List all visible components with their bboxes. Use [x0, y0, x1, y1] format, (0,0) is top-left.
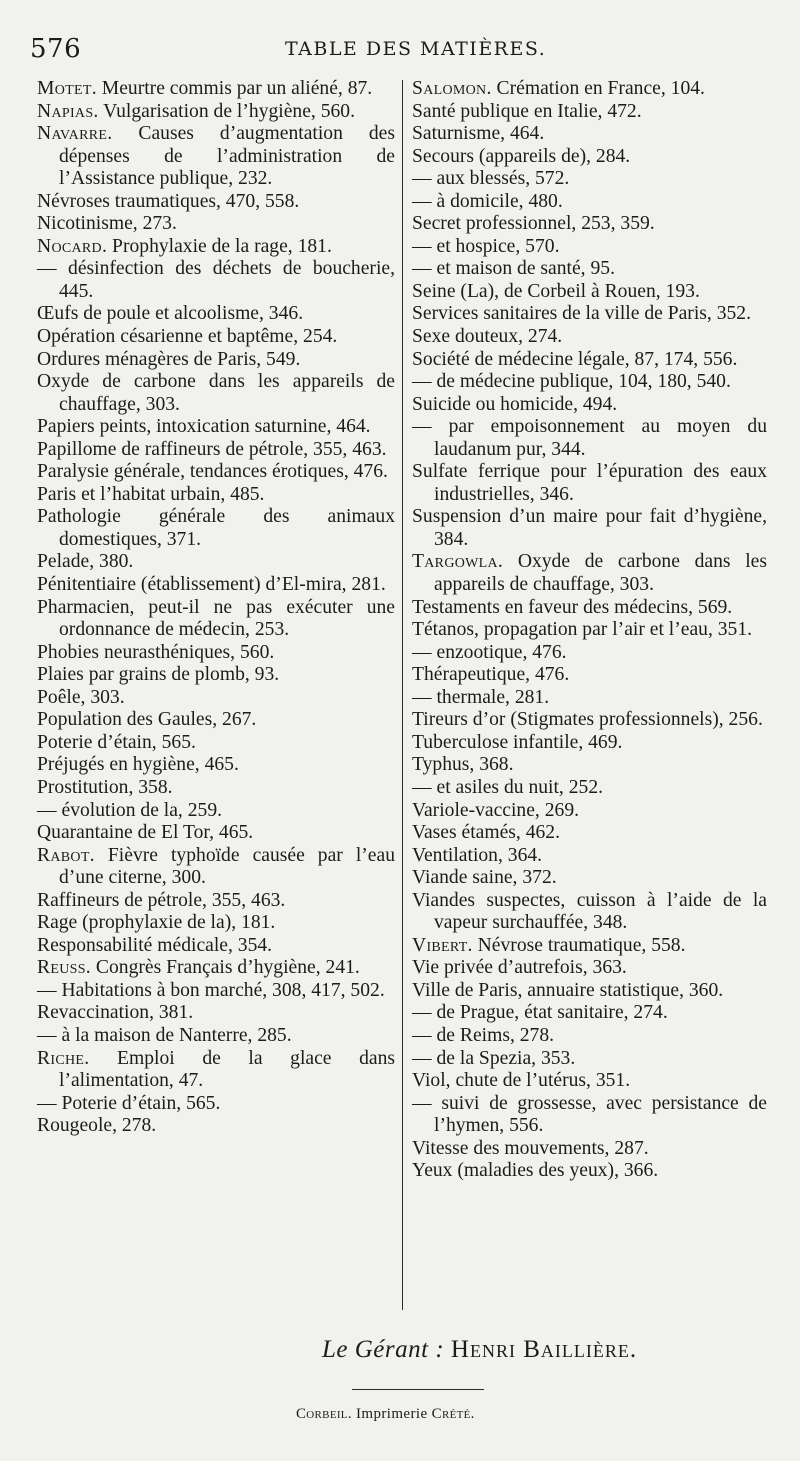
entry-text: — et asiles du nuit, 252.: [412, 776, 604, 798]
entry-text: Opération césarienne et baptême, 254.: [37, 326, 338, 348]
index-entry: [37, 1025, 395, 1048]
entry-text: — de médecine publique, 104, 180, 540.: [412, 371, 731, 393]
index-entry: [37, 416, 395, 439]
entry-text: — désinfection des déchets de boucherie, 445.: [37, 258, 395, 302]
entry-text: — de la Spezia, 353.: [412, 1047, 576, 1069]
index-entry: [412, 551, 767, 596]
entry-text: Meurtre commis par un aliéné, 87.: [96, 78, 373, 99]
entry-text: Services sanitaires de la ville de Paris, 352.: [412, 303, 751, 325]
footer-rule: [352, 1389, 484, 1390]
index-entry: [412, 191, 767, 214]
index-entry: [412, 1002, 767, 1025]
index-entry: [37, 935, 395, 958]
entry-text: — aux blessés, 572.: [412, 168, 570, 190]
index-entry: [37, 349, 395, 372]
index-entry: [37, 1002, 395, 1025]
column-divider: [402, 80, 403, 1310]
entry-text: Ventilation, 364.: [412, 844, 543, 866]
index-entry: [37, 191, 395, 214]
index-entry: [37, 1093, 395, 1116]
index-entry: [412, 867, 767, 890]
entry-text: Pharmacien, peut-il ne pas exécuter une ordonnance de médecin, 253.: [37, 596, 395, 641]
gerant-name: Henri Baillière.: [450, 1336, 638, 1363]
author-name: Reuss.: [37, 957, 92, 979]
entry-text: Vitesse des mouvements, 287.: [412, 1137, 649, 1159]
index-entry: [412, 236, 767, 259]
index-entry: [37, 236, 395, 259]
author-name: Rabot.: [37, 844, 95, 866]
index-entry: [37, 845, 395, 890]
index-entry: [412, 1093, 767, 1138]
index-entry: [412, 1070, 767, 1093]
author-name: Motet.: [37, 78, 97, 99]
index-entry: [412, 1160, 767, 1183]
entry-text: Fièvre typhoïde causée par l’eau d’une citerne, 300.: [59, 844, 395, 889]
index-entry: [412, 416, 767, 461]
entry-text: Seine (La), de Corbeil à Rouen, 193.: [412, 280, 700, 302]
entry-text: — de Prague, état sanitaire, 274.: [412, 1002, 668, 1024]
author-name: Napias.: [37, 100, 99, 122]
entry-text: Névroses traumatiques, 470, 558.: [37, 190, 300, 212]
index-entry: [37, 709, 395, 732]
index-entry: [412, 597, 767, 620]
index-entry: [412, 394, 767, 417]
index-entry: [412, 168, 767, 191]
publisher-signature: [322, 1336, 637, 1364]
entry-text: Population des Gaules, 267.: [37, 709, 257, 731]
entry-text: Sulfate ferrique pour l’épuration des eaux industrielles, 346.: [412, 461, 767, 505]
entry-text: Poterie d’étain, 565.: [37, 731, 196, 753]
entry-text: Viandes suspectes, cuisson à l’aide de la vapeur surchauffée, 348.: [412, 889, 767, 934]
entry-text: — et hospice, 570.: [412, 235, 560, 257]
index-entry: [412, 754, 767, 777]
index-entry: [412, 845, 767, 868]
entry-text: Papillome de raffineurs de pétrole, 355, 463.: [37, 438, 387, 460]
entry-text: Vie privée d’autrefois, 363.: [412, 957, 627, 979]
index-entry: [37, 303, 395, 326]
printer-name: Crété.: [431, 1406, 475, 1422]
index-entry: [412, 957, 767, 980]
entry-text: Congrès Français d’hygiène, 241.: [91, 957, 360, 979]
entry-text: — enzootique, 476.: [412, 641, 567, 663]
index-entry: [37, 439, 395, 462]
index-entry: [412, 506, 767, 551]
entry-text: — à la maison de Nanterre, 285.: [37, 1024, 292, 1046]
entry-text: Raffineurs de pétrole, 355, 463.: [37, 889, 286, 911]
index-entry: [37, 1048, 395, 1093]
index-entry: [37, 890, 395, 913]
entry-text: Tétanos, propagation par l’air et l’eau, 351.: [412, 619, 753, 641]
entry-text: Préjugés en hygiène, 465.: [37, 754, 239, 776]
author-name: Riche.: [37, 1047, 90, 1069]
author-name: Targowla.: [412, 551, 504, 573]
index-entry: [412, 461, 767, 506]
entry-text: Ville de Paris, annuaire statistique, 360.: [412, 979, 724, 1001]
index-entry: [412, 146, 767, 169]
entry-text: Revaccination, 381.: [37, 1002, 194, 1024]
entry-text: Tuberculose infantile, 469.: [412, 731, 623, 753]
index-entry: [37, 1115, 395, 1138]
index-entry: [37, 551, 395, 574]
index-entry: [37, 326, 395, 349]
index-entry: [412, 664, 767, 687]
entry-text: Typhus, 368.: [412, 754, 514, 776]
index-entry: [412, 732, 767, 755]
index-entry: [37, 800, 395, 823]
entry-text: Causes d’augmentation des dépenses de l’administration de l’Assistance publique, 232.: [59, 123, 395, 190]
author-name: Salomon.: [412, 78, 492, 99]
entry-text: Variole-vaccine, 269.: [412, 799, 580, 821]
entry-text: Testaments en faveur des médecins, 569.: [412, 596, 733, 618]
entry-text: Ordures ménagères de Paris, 549.: [37, 348, 301, 370]
entry-text: Poêle, 303.: [37, 686, 125, 708]
entry-text: — de Reims, 278.: [412, 1024, 555, 1046]
entry-text: Pathologie générale des animaux domestiques, 371.: [37, 506, 395, 550]
page-number: 576: [30, 34, 82, 64]
index-entry: [412, 281, 767, 304]
entry-text: — thermale, 281.: [412, 686, 550, 708]
entry-text: Pénitentiaire (établissement) d’El-mira, 281.: [37, 574, 386, 596]
index-entry: [37, 78, 395, 101]
entry-text: Paris et l’habitat urbain, 485.: [37, 483, 265, 505]
entry-text: Prophylaxie de la rage, 181.: [107, 235, 332, 257]
entry-text: Emploi de la glace dans l’alimentation, 47.: [59, 1047, 395, 1092]
index-entry: [37, 506, 395, 551]
entry-text: Œufs de poule et alcoolisme, 346.: [37, 303, 304, 325]
entry-text: Névrose traumatique, 558.: [472, 934, 686, 956]
entry-text: Rage (prophylaxie de la), 181.: [37, 912, 276, 934]
entry-text: Sexe douteux, 274.: [412, 326, 563, 348]
index-entry: [37, 461, 395, 484]
index-entry: [37, 664, 395, 687]
index-entry: [37, 371, 395, 416]
running-title: TABLE DES MATIÈRES.: [285, 38, 547, 60]
index-entry: [412, 213, 767, 236]
entry-text: — suivi de grossesse, avec persistance de l’hymen, 556.: [412, 1092, 767, 1137]
author-name: Nocard.: [37, 235, 108, 257]
index-entry: [412, 349, 767, 372]
entry-text: — évolution de la, 259.: [37, 799, 223, 821]
index-entry: [37, 123, 395, 191]
index-entry: [37, 484, 395, 507]
index-entry: [412, 935, 767, 958]
index-entry: [37, 732, 395, 755]
entry-text: Santé publique en Italie, 472.: [412, 100, 642, 122]
index-entry: [412, 800, 767, 823]
printer-city: Corbeil.: [296, 1406, 352, 1422]
index-entry: [412, 326, 767, 349]
index-entry: [412, 980, 767, 1003]
index-entry: [37, 213, 395, 236]
index-entry: [412, 777, 767, 800]
entry-text: Tireurs d’or (Stigmates professionnels), 256.: [412, 709, 763, 731]
entry-text: — et maison de santé, 95.: [412, 258, 615, 280]
entry-text: Phobies neurasthéniques, 560.: [37, 641, 275, 663]
index-entry: [37, 597, 395, 642]
entry-text: Vases étamés, 462.: [412, 822, 561, 844]
index-entry: [37, 101, 395, 124]
entry-text: — par empoisonnement au moyen du laudanum pur, 344.: [412, 416, 767, 460]
index-entry: [37, 957, 395, 980]
entry-text: — Habitations à bon marché, 308, 417, 502.: [37, 979, 385, 1001]
index-entry: [412, 258, 767, 281]
entry-text: Suspension d’un maire pour fait d’hygiène, 384.: [412, 506, 767, 550]
entry-text: Thérapeutique, 476.: [412, 664, 570, 686]
entry-text: Viande saine, 372.: [412, 867, 557, 889]
entry-text: Oxyde de carbone dans les appareils de chauffage, 303.: [37, 371, 395, 415]
index-entry: [37, 777, 395, 800]
index-entry: [412, 371, 767, 394]
entry-text: Saturnisme, 464.: [412, 123, 545, 145]
entry-text: Yeux (maladies des yeux), 366.: [412, 1160, 659, 1182]
entry-text: Plaies par grains de plomb, 93.: [37, 664, 280, 686]
index-entry: [37, 822, 395, 845]
index-entry: [37, 980, 395, 1003]
entry-text: Crémation en France, 104.: [491, 78, 705, 99]
author-name: Navarre.: [37, 123, 113, 145]
index-entry: [412, 101, 767, 124]
index-entry: [412, 303, 767, 326]
index-entry: [412, 642, 767, 665]
entry-text: — Poterie d’étain, 565.: [37, 1092, 221, 1114]
entry-text: Secret professionnel, 253, 359.: [412, 213, 655, 235]
index-entry: [412, 1025, 767, 1048]
index-entry: [37, 912, 395, 935]
entry-text: — à domicile, 480.: [412, 190, 563, 212]
index-entry: [412, 123, 767, 146]
index-entry: [37, 642, 395, 665]
index-entry: [412, 822, 767, 845]
gerant-label: Le Gérant :: [322, 1336, 445, 1363]
entry-text: Secours (appareils de), 284.: [412, 145, 631, 167]
index-entry: [37, 754, 395, 777]
entry-text: Viol, chute de l’utérus, 351.: [412, 1070, 631, 1092]
index-column-right: [412, 78, 767, 1183]
entry-text: Nicotinisme, 273.: [37, 213, 177, 235]
entry-text: Prostitution, 358.: [37, 776, 173, 798]
entry-text: Pelade, 380.: [37, 551, 134, 573]
entry-text: Responsabilité médicale, 354.: [37, 934, 273, 956]
entry-text: Société de médecine légale, 87, 174, 556.: [412, 348, 738, 370]
index-entry: [412, 687, 767, 710]
entry-text: Oxyde de carbone dans les appareils de chauffage, 303.: [434, 551, 767, 596]
entry-text: Quarantaine de El Tor, 465.: [37, 822, 254, 844]
entry-text: Vulgarisation de l’hygiène, 560.: [98, 100, 356, 122]
index-entry: [412, 1048, 767, 1071]
author-name: Vibert.: [412, 934, 473, 956]
index-entry: [412, 709, 767, 732]
index-entry: [412, 619, 767, 642]
index-entry: [37, 574, 395, 597]
index-entry: [412, 1138, 767, 1161]
entry-text: Paralysie générale, tendances érotiques, 476.: [37, 461, 388, 483]
entry-text: Rougeole, 278.: [37, 1115, 157, 1137]
printer-text: Imprimerie: [351, 1406, 432, 1422]
entry-text: Suicide ou homicide, 494.: [412, 393, 618, 415]
index-entry: [37, 687, 395, 710]
index-entry: [412, 890, 767, 935]
index-column-left: [37, 78, 395, 1138]
entry-text: Papiers peints, intoxication saturnine, 464.: [37, 416, 371, 438]
index-entry: [37, 258, 395, 303]
printer-imprint: [296, 1406, 475, 1423]
index-entry: [412, 78, 767, 101]
